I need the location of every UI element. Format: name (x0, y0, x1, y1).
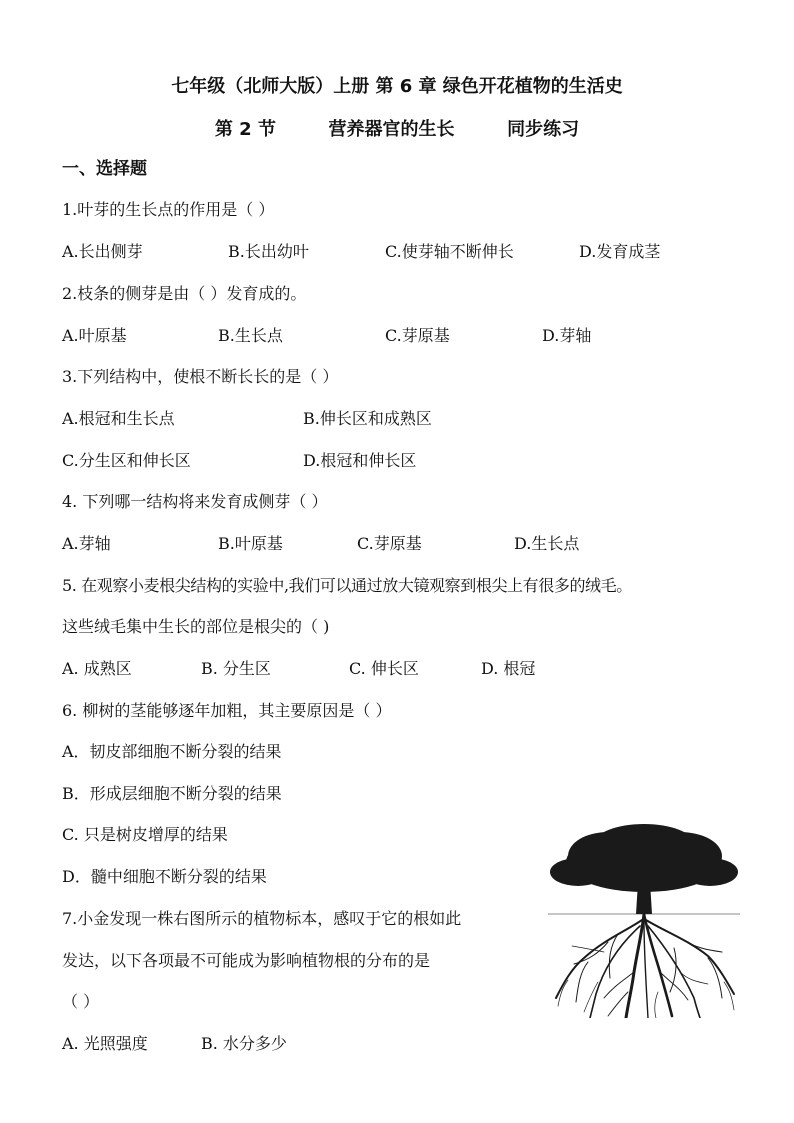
q4-option-b: B.叶原基 (218, 534, 283, 553)
q5-option-c: C. 伸长区 (349, 659, 419, 678)
question-7-stem-line-1: 7.小金发现一株右图所示的植物标本，感叹于它的根如此 (62, 909, 462, 928)
document-subtitle (0, 115, 794, 141)
q6-option-a: A．韧皮部细胞不断分裂的结果 (62, 742, 282, 761)
q5-option-b: B. 分生区 (201, 659, 271, 678)
q4-option-d: D.生长点 (514, 534, 580, 553)
q7-option-a: A. 光照强度 (62, 1034, 148, 1053)
q2-option-b: B.生长点 (218, 326, 283, 345)
q6-option-d: D．髓中细胞不断分裂的结果 (62, 867, 267, 886)
question-6-stem: 6. 柳树的茎能够逐年加粗，其主要原因是（ ） (62, 701, 392, 720)
section-name: 营养器官的生长 (328, 119, 455, 140)
q3-option-d: D.根冠和伸长区 (303, 451, 417, 470)
question-4-stem: 4. 下列哪一结构将来发育成侧芽（ ） (62, 492, 328, 511)
question-7-stem-line-2: 发达，以下各项最不可能成为影响植物根的分布的是 (62, 951, 431, 970)
q5-option-a: A. 成熟区 (62, 659, 132, 678)
q3-option-b: B.伸长区和成熟区 (303, 409, 432, 428)
q5-option-d: D. 根冠 (481, 659, 536, 678)
q2-option-a: A.叶原基 (62, 326, 127, 345)
q7-option-b: B. 水分多少 (201, 1034, 287, 1053)
q4-option-a: A.芽轴 (62, 534, 111, 553)
question-5-stem-line-1: 5. 在观察小麦根尖结构的实验中,我们可以通过放大镜观察到根尖上有很多的绒毛。 (62, 576, 632, 595)
q3-option-a: A.根冠和生长点 (62, 409, 175, 428)
q1-option-c: C.使芽轴不断伸长 (385, 242, 514, 261)
q1-option-b: B.长出幼叶 (228, 242, 309, 261)
question-2-stem: 2.枝条的侧芽是由（ ）发育成的。 (62, 284, 307, 303)
section-number: 第 2 节 (214, 119, 276, 140)
q1-option-d: D.发育成茎 (579, 242, 661, 261)
question-3-stem: 3.下列结构中，使根不断长长的是（ ） (62, 367, 339, 386)
question-5-stem-line-2: 这些绒毛集中生长的部位是根尖的（ ) (62, 617, 330, 636)
q1-option-a: A.长出侧芽 (62, 242, 143, 261)
q2-option-c: C.芽原基 (385, 326, 450, 345)
q2-option-d: D.芽轴 (542, 326, 592, 345)
q4-option-c: C.芽原基 (357, 534, 422, 553)
tree-with-roots-icon (548, 822, 740, 1018)
q6-option-b: B．形成层细胞不断分裂的结果 (62, 784, 282, 803)
q3-option-c: C.分生区和伸长区 (62, 451, 191, 470)
question-7-stem-line-3: （ ） (62, 992, 100, 1011)
section-suffix: 同步练习 (507, 119, 580, 140)
question-1-stem: 1.叶芽的生长点的作用是（ ） (62, 200, 275, 219)
q6-option-c: C. 只是树皮增厚的结果 (62, 825, 228, 844)
part-title: 一、选择题 (62, 159, 147, 179)
document-title: 七年级（北师大版）上册 第 6 章 绿色开花植物的生活史 (171, 76, 623, 97)
